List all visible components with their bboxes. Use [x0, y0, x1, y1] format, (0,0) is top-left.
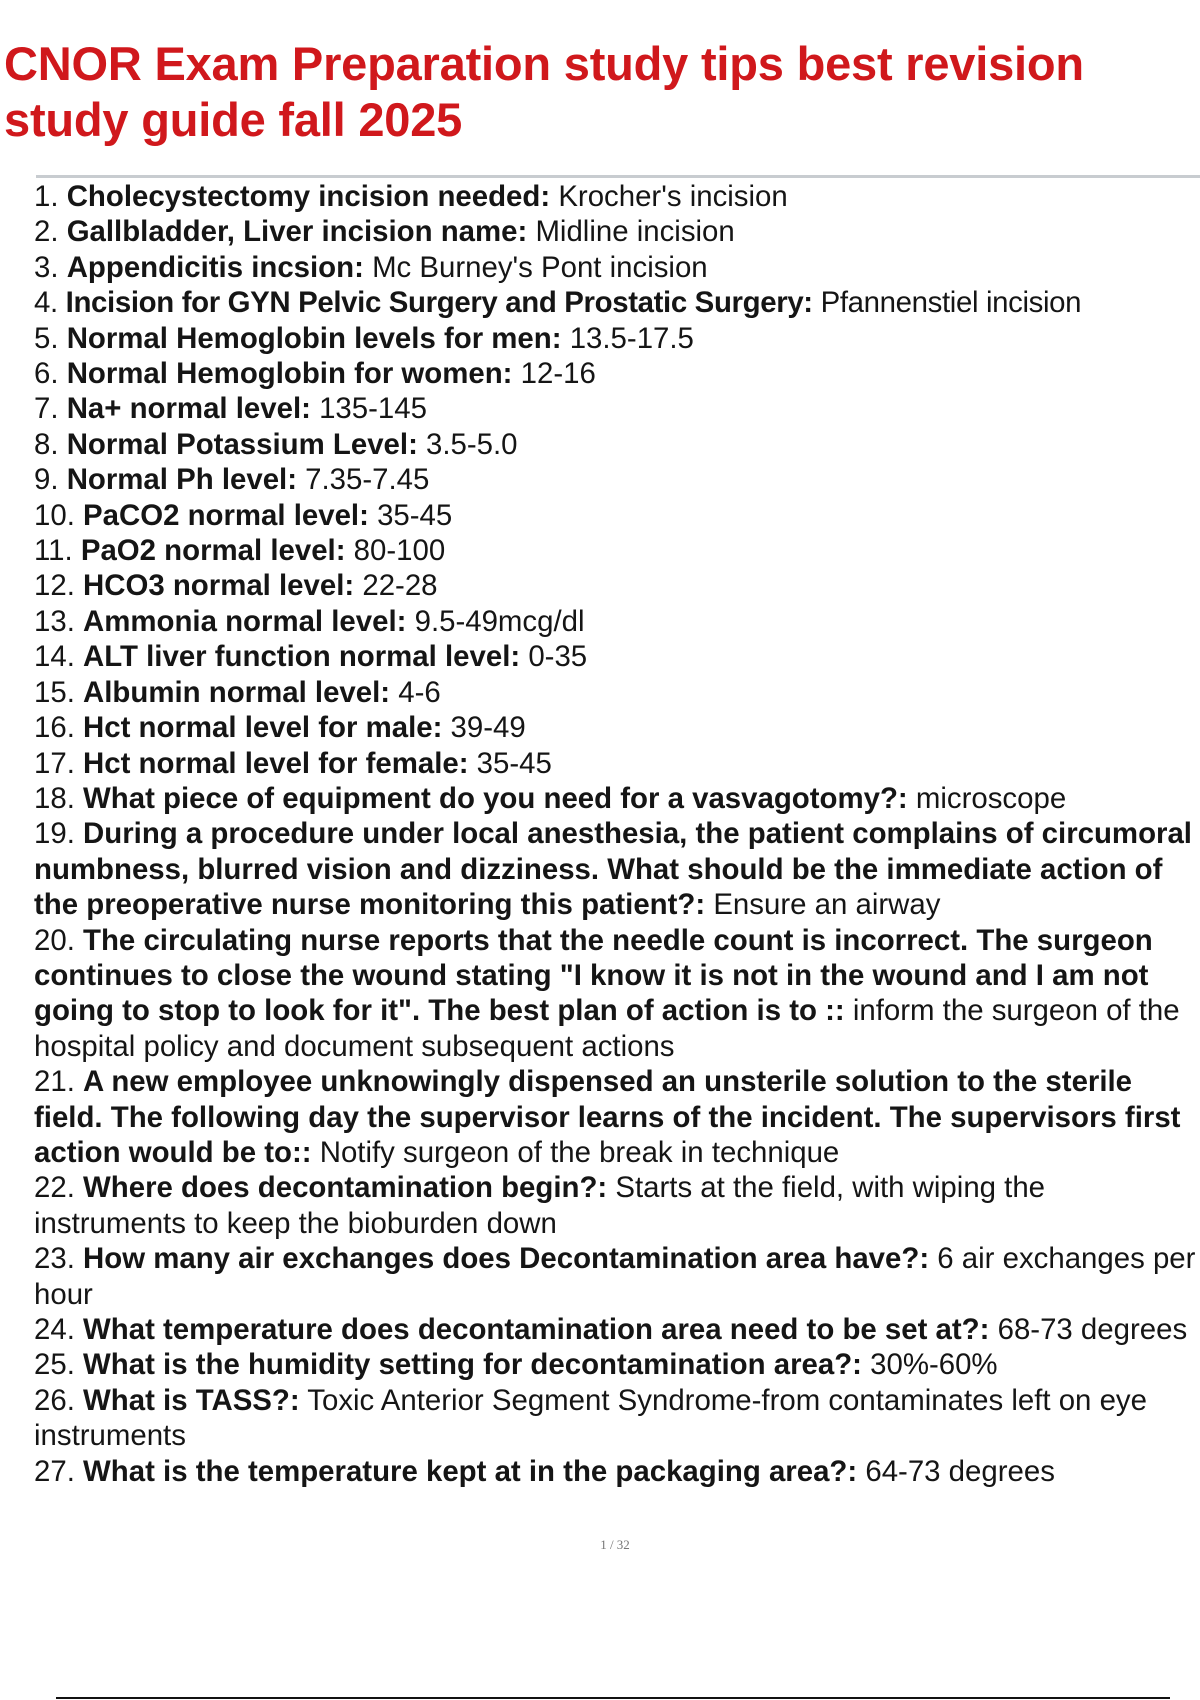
item-number: 13.: [34, 604, 75, 638]
item-number: 24.: [34, 1313, 75, 1346]
list-item: [34, 1170, 1200, 1241]
list-item: [34, 179, 1200, 214]
item-answer: 0-35: [528, 640, 588, 674]
item-number: 3.: [34, 250, 59, 284]
list-item: [34, 533, 1200, 568]
item-question: The circulating nurse reports that the needle count is incorrect. The surgeon continues to close the wound stating "I know it is not in the wound and I am not going to stop to look for it". The best plan of action is to ::: [34, 923, 1153, 1028]
item-answer: 135-145: [319, 392, 427, 426]
item-answer: Ensure an airway: [713, 888, 941, 922]
list-item: [34, 1347, 1200, 1382]
list-item: [34, 498, 1200, 533]
item-answer: 3.5-5.0: [426, 427, 518, 461]
item-number: 4.: [34, 286, 58, 320]
item-answer: 30%-60%: [870, 1348, 998, 1382]
item-question: Albumin normal level:: [83, 675, 391, 709]
item-question: Incision for GYN Pelvic Surgery and Prostatic Surgery:: [65, 286, 813, 320]
item-number: 21.: [34, 1065, 75, 1099]
item-answer: 80-100: [353, 534, 446, 568]
item-number: 15.: [34, 675, 75, 709]
item-question: What is the temperature kept at in the packaging area?:: [83, 1454, 858, 1488]
item-answer: 64-73 degrees: [865, 1454, 1055, 1488]
item-number: 1.: [34, 180, 59, 213]
item-question: What is TASS?:: [83, 1383, 300, 1417]
question-list: [34, 179, 1200, 1489]
item-question: HCO3 normal level:: [83, 569, 355, 603]
item-number: 12.: [34, 569, 75, 603]
item-number: 11.: [34, 534, 73, 568]
item-question: Normal Ph level:: [66, 463, 297, 497]
item-question: Where does decontamination begin?:: [83, 1171, 608, 1205]
list-item: [34, 816, 1200, 922]
list-item: [34, 781, 1200, 816]
item-question: ALT liver function normal level:: [83, 640, 521, 674]
item-number: 16.: [34, 711, 75, 745]
item-question: Na+ normal level:: [66, 392, 311, 426]
item-question: Appendicitis incsion:: [66, 250, 364, 284]
item-question: PaCO2 normal level:: [83, 498, 369, 532]
item-question: A new employee unknowingly dispensed an unsterile solution to the sterile field. The following day the supervisor learns of the incident. The supervisors first action would be to::: [34, 1065, 1181, 1169]
document-title: CNOR Exam Preparation study tips best revision study guide fall 2025: [4, 37, 1084, 146]
item-number: 18.: [34, 781, 75, 815]
item-number: 5.: [34, 321, 59, 355]
page-number: 1 / 32: [600, 1537, 630, 1552]
list-item: [34, 923, 1200, 1065]
list-item: [34, 1312, 1200, 1347]
item-number: 7.: [34, 392, 59, 426]
list-item: [34, 214, 1200, 249]
item-answer: Starts at the field, with wiping the instruments to keep the bioburden down: [34, 1171, 1046, 1240]
item-answer: Pfannenstiel incision: [820, 286, 1082, 320]
item-number: 20.: [34, 923, 75, 957]
item-answer: 68-73 degrees: [997, 1313, 1188, 1346]
item-question: How many air exchanges does Decontamination area have?:: [83, 1242, 930, 1276]
list-item: [34, 639, 1200, 674]
list-item: [34, 356, 1200, 391]
item-answer: Toxic Anterior Segment Syndrome-from contaminates left on eye instruments: [34, 1383, 1147, 1453]
item-answer: inform the surgeon of the hospital policy and document subsequent actions: [34, 994, 1180, 1063]
item-answer: Notify surgeon of the break in technique: [319, 1135, 840, 1169]
item-question: Hct normal level for female:: [83, 746, 469, 780]
item-number: 22.: [34, 1171, 75, 1205]
item-answer: Mc Burney's Pont incision: [372, 250, 708, 284]
item-answer: 4-6: [398, 675, 441, 709]
item-question: Normal Potassium Level:: [66, 427, 418, 461]
list-item: [34, 675, 1200, 710]
item-answer: 35-45: [377, 498, 453, 532]
item-number: 23.: [34, 1242, 75, 1276]
item-number: 19.: [34, 817, 75, 851]
item-answer: Midline incision: [535, 215, 735, 249]
item-answer: microscope: [915, 781, 1067, 815]
item-question: Gallbladder, Liver incision name:: [66, 215, 528, 249]
item-answer: Krocher's incision: [558, 180, 788, 213]
list-item: [34, 285, 1200, 320]
item-number: 14.: [34, 640, 75, 674]
item-question: PaO2 normal level:: [80, 534, 346, 568]
item-number: 10.: [34, 498, 75, 532]
list-item: [34, 746, 1200, 781]
footer-rule: [56, 1697, 1170, 1699]
item-answer: 13.5-17.5: [569, 321, 694, 355]
item-question: Ammonia normal level:: [83, 604, 407, 638]
item-answer: 35-45: [476, 746, 552, 780]
list-item: [34, 1241, 1200, 1312]
item-question: What is the humidity setting for decontamination area?:: [83, 1348, 862, 1382]
list-item: [34, 250, 1200, 285]
item-number: 17.: [34, 746, 75, 780]
list-item: [34, 391, 1200, 426]
list-item: [34, 1383, 1200, 1454]
list-item: [34, 568, 1200, 603]
item-answer: 7.35-7.45: [305, 463, 430, 497]
item-number: 27.: [34, 1454, 75, 1488]
item-question: During a procedure under local anesthesia, the patient complains of circumoral numbness, blurred vision and dizziness. What should be the immediate action of the preoperative nurse monitoring this patient?:: [34, 817, 1192, 922]
list-item: [34, 604, 1200, 639]
list-item: [34, 1454, 1200, 1489]
item-answer: 22-28: [362, 569, 438, 603]
list-item: [34, 427, 1200, 462]
item-number: 8.: [34, 427, 59, 461]
item-question: Cholecystectomy incision needed:: [66, 180, 551, 213]
title-divider: [36, 175, 1200, 178]
list-item: [34, 462, 1200, 497]
item-question: Normal Hemoglobin levels for men:: [66, 321, 562, 355]
item-answer: 12-16: [520, 357, 596, 391]
item-answer: 6 air exchanges per hour: [34, 1242, 1196, 1311]
list-item: [34, 1064, 1200, 1170]
item-question: What temperature does decontamination area need to be set at?:: [83, 1313, 990, 1346]
item-question: Hct normal level for male:: [83, 711, 443, 745]
item-number: 6.: [34, 357, 59, 391]
item-question: What piece of equipment do you need for a vasvagotomy?:: [83, 781, 908, 815]
item-answer: 9.5-49mcg/dl: [414, 604, 585, 638]
item-question: Normal Hemoglobin for women:: [66, 357, 513, 391]
list-item: [34, 710, 1200, 745]
item-number: 25.: [34, 1348, 75, 1382]
list-item: [34, 321, 1200, 356]
item-number: 26.: [34, 1383, 75, 1417]
item-answer: 39-49: [450, 711, 526, 745]
item-number: 2.: [34, 215, 59, 249]
item-number: 9.: [34, 463, 59, 497]
